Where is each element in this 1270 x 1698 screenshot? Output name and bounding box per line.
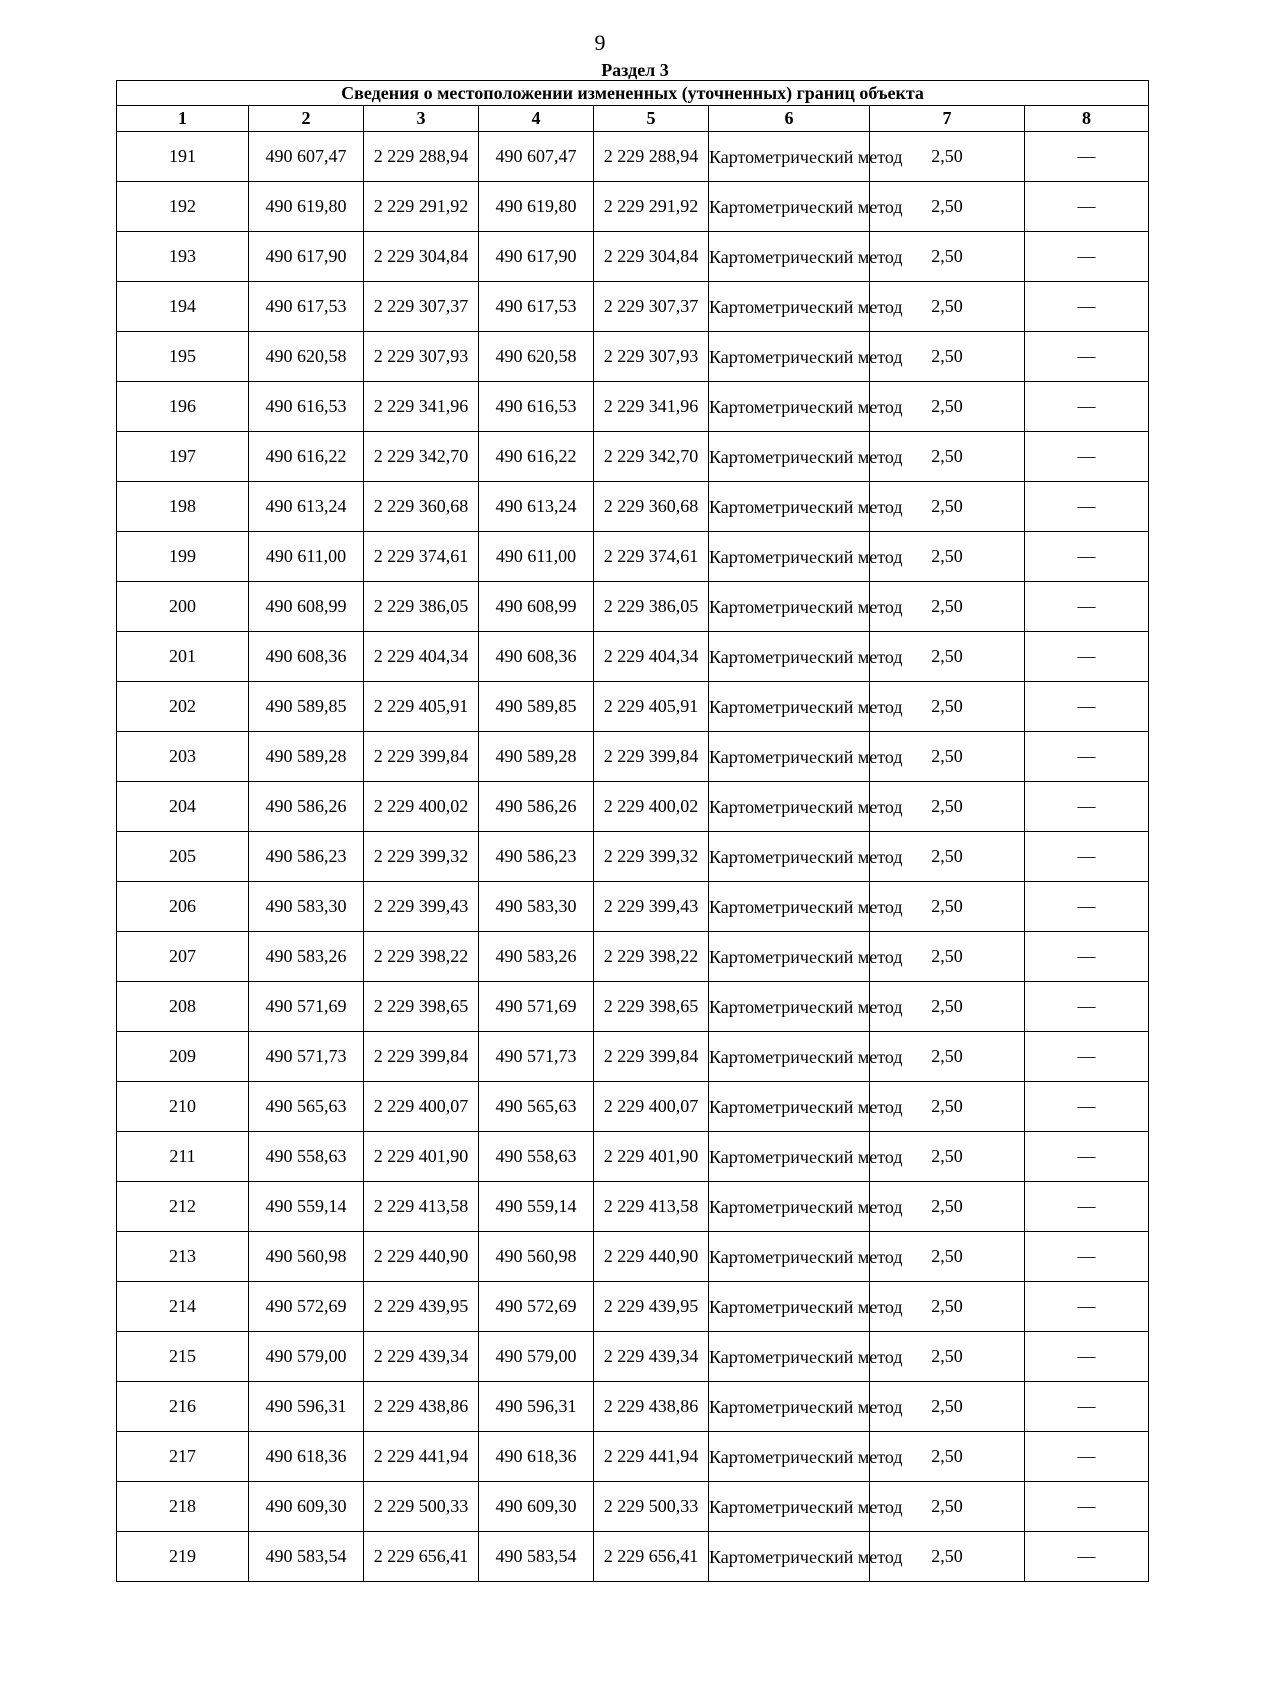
accuracy-cell: 2,50 xyxy=(870,1232,1025,1282)
new-x-cell: 490 586,23 xyxy=(479,832,594,882)
existing-x-cell: 490 579,00 xyxy=(249,1332,364,1382)
note-cell: — xyxy=(1025,932,1149,982)
section-title: Раздел 3 xyxy=(601,60,669,80)
existing-y-cell: 2 229 404,34 xyxy=(364,632,479,682)
table-row xyxy=(117,482,1149,532)
existing-y-cell: 2 229 441,94 xyxy=(364,1432,479,1482)
method-cell: Картометрический метод xyxy=(709,532,870,582)
method-cell: Картометрический метод xyxy=(709,682,870,732)
new-x-cell: 490 616,53 xyxy=(479,382,594,432)
accuracy-cell: 2,50 xyxy=(870,532,1025,582)
new-x-cell: 490 611,00 xyxy=(479,532,594,582)
method-cell: Картометрический метод xyxy=(709,732,870,782)
existing-x-cell: 490 607,47 xyxy=(249,132,364,182)
existing-y-cell: 2 229 439,34 xyxy=(364,1332,479,1382)
existing-x-cell: 490 560,98 xyxy=(249,1232,364,1282)
note-cell: — xyxy=(1025,1082,1149,1132)
method-cell: Картометрический метод xyxy=(709,282,870,332)
new-y-cell: 2 229 440,90 xyxy=(594,1232,709,1282)
point-number-cell: 203 xyxy=(117,732,249,782)
method-cell: Картометрический метод xyxy=(709,382,870,432)
column-header: 3 xyxy=(364,106,479,132)
column-header-row xyxy=(117,106,1149,132)
method-cell: Картометрический метод xyxy=(709,1432,870,1482)
method-cell: Картометрический метод xyxy=(709,1382,870,1432)
method-cell: Картометрический метод xyxy=(709,1532,870,1582)
existing-x-cell: 490 608,36 xyxy=(249,632,364,682)
note-cell: — xyxy=(1025,1432,1149,1482)
existing-x-cell: 490 617,53 xyxy=(249,282,364,332)
accuracy-cell: 2,50 xyxy=(870,882,1025,932)
table-body xyxy=(117,132,1149,1582)
existing-y-cell: 2 229 405,91 xyxy=(364,682,479,732)
table-row xyxy=(117,1082,1149,1132)
note-cell: — xyxy=(1025,1232,1149,1282)
method-cell: Картометрический метод xyxy=(709,982,870,1032)
table-row xyxy=(117,1432,1149,1482)
note-cell: — xyxy=(1025,232,1149,282)
note-cell: — xyxy=(1025,682,1149,732)
accuracy-cell: 2,50 xyxy=(870,932,1025,982)
note-cell: — xyxy=(1025,1282,1149,1332)
point-number-cell: 193 xyxy=(117,232,249,282)
new-y-cell: 2 229 399,84 xyxy=(594,1032,709,1082)
new-x-cell: 490 583,54 xyxy=(479,1532,594,1582)
new-x-cell: 490 559,14 xyxy=(479,1182,594,1232)
accuracy-cell: 2,50 xyxy=(870,332,1025,382)
new-x-cell: 490 589,85 xyxy=(479,682,594,732)
new-y-cell: 2 229 438,86 xyxy=(594,1382,709,1432)
existing-x-cell: 490 617,90 xyxy=(249,232,364,282)
existing-y-cell: 2 229 291,92 xyxy=(364,182,479,232)
existing-y-cell: 2 229 400,02 xyxy=(364,782,479,832)
new-y-cell: 2 229 386,05 xyxy=(594,582,709,632)
new-y-cell: 2 229 656,41 xyxy=(594,1532,709,1582)
accuracy-cell: 2,50 xyxy=(870,1282,1025,1332)
column-header: 5 xyxy=(594,106,709,132)
existing-y-cell: 2 229 399,43 xyxy=(364,882,479,932)
table-row xyxy=(117,1332,1149,1382)
table-row xyxy=(117,832,1149,882)
method-cell: Картометрический метод xyxy=(709,1332,870,1382)
existing-x-cell: 490 583,30 xyxy=(249,882,364,932)
new-x-cell: 490 608,36 xyxy=(479,632,594,682)
note-cell: — xyxy=(1025,282,1149,332)
existing-x-cell: 490 583,26 xyxy=(249,932,364,982)
note-cell: — xyxy=(1025,632,1149,682)
existing-y-cell: 2 229 386,05 xyxy=(364,582,479,632)
note-cell: — xyxy=(1025,1182,1149,1232)
table-row xyxy=(117,382,1149,432)
note-cell: — xyxy=(1025,832,1149,882)
table-row xyxy=(117,182,1149,232)
point-number-cell: 217 xyxy=(117,1432,249,1482)
existing-x-cell: 490 596,31 xyxy=(249,1382,364,1432)
method-cell: Картометрический метод xyxy=(709,932,870,982)
existing-x-cell: 490 618,36 xyxy=(249,1432,364,1482)
point-number-cell: 198 xyxy=(117,482,249,532)
note-cell: — xyxy=(1025,332,1149,382)
new-y-cell: 2 229 500,33 xyxy=(594,1482,709,1532)
point-number-cell: 196 xyxy=(117,382,249,432)
accuracy-cell: 2,50 xyxy=(870,1132,1025,1182)
new-y-cell: 2 229 341,96 xyxy=(594,382,709,432)
table-row xyxy=(117,982,1149,1032)
existing-x-cell: 490 559,14 xyxy=(249,1182,364,1232)
existing-x-cell: 490 589,28 xyxy=(249,732,364,782)
method-cell: Картометрический метод xyxy=(709,432,870,482)
table-row xyxy=(117,682,1149,732)
note-cell: — xyxy=(1025,1482,1149,1532)
accuracy-cell: 2,50 xyxy=(870,1332,1025,1382)
existing-y-cell: 2 229 342,70 xyxy=(364,432,479,482)
new-x-cell: 490 572,69 xyxy=(479,1282,594,1332)
existing-x-cell: 490 565,63 xyxy=(249,1082,364,1132)
note-cell: — xyxy=(1025,582,1149,632)
new-y-cell: 2 229 342,70 xyxy=(594,432,709,482)
accuracy-cell: 2,50 xyxy=(870,232,1025,282)
column-header: 2 xyxy=(249,106,364,132)
table-row xyxy=(117,1382,1149,1432)
accuracy-cell: 2,50 xyxy=(870,1382,1025,1432)
table-row xyxy=(117,932,1149,982)
new-x-cell: 490 616,22 xyxy=(479,432,594,482)
method-cell: Картометрический метод xyxy=(709,332,870,382)
new-x-cell: 490 617,90 xyxy=(479,232,594,282)
new-x-cell: 490 613,24 xyxy=(479,482,594,532)
method-cell: Картометрический метод xyxy=(709,1182,870,1232)
accuracy-cell: 2,50 xyxy=(870,432,1025,482)
existing-x-cell: 490 620,58 xyxy=(249,332,364,382)
existing-y-cell: 2 229 440,90 xyxy=(364,1232,479,1282)
existing-x-cell: 490 571,73 xyxy=(249,1032,364,1082)
table-row xyxy=(117,782,1149,832)
point-number-cell: 192 xyxy=(117,182,249,232)
new-x-cell: 490 571,69 xyxy=(479,982,594,1032)
existing-x-cell: 490 619,80 xyxy=(249,182,364,232)
new-x-cell: 490 596,31 xyxy=(479,1382,594,1432)
point-number-cell: 195 xyxy=(117,332,249,382)
existing-x-cell: 490 616,22 xyxy=(249,432,364,482)
point-number-cell: 201 xyxy=(117,632,249,682)
column-header: 8 xyxy=(1025,106,1149,132)
method-cell: Картометрический метод xyxy=(709,182,870,232)
accuracy-cell: 2,50 xyxy=(870,382,1025,432)
existing-x-cell: 490 572,69 xyxy=(249,1282,364,1332)
new-x-cell: 490 620,58 xyxy=(479,332,594,382)
point-number-cell: 216 xyxy=(117,1382,249,1432)
new-y-cell: 2 229 374,61 xyxy=(594,532,709,582)
existing-y-cell: 2 229 439,95 xyxy=(364,1282,479,1332)
new-x-cell: 490 617,53 xyxy=(479,282,594,332)
note-cell: — xyxy=(1025,482,1149,532)
point-number-cell: 218 xyxy=(117,1482,249,1532)
method-cell: Картометрический метод xyxy=(709,632,870,682)
method-cell: Картометрический метод xyxy=(709,1482,870,1532)
existing-x-cell: 490 613,24 xyxy=(249,482,364,532)
existing-x-cell: 490 611,00 xyxy=(249,532,364,582)
existing-y-cell: 2 229 400,07 xyxy=(364,1082,479,1132)
method-cell: Картометрический метод xyxy=(709,132,870,182)
new-y-cell: 2 229 400,07 xyxy=(594,1082,709,1132)
new-y-cell: 2 229 398,65 xyxy=(594,982,709,1032)
method-cell: Картометрический метод xyxy=(709,1132,870,1182)
method-cell: Картометрический метод xyxy=(709,832,870,882)
point-number-cell: 206 xyxy=(117,882,249,932)
existing-y-cell: 2 229 307,93 xyxy=(364,332,479,382)
method-cell: Картометрический метод xyxy=(709,1032,870,1082)
table-row xyxy=(117,1032,1149,1082)
accuracy-cell: 2,50 xyxy=(870,1482,1025,1532)
point-number-cell: 211 xyxy=(117,1132,249,1182)
table-row xyxy=(117,732,1149,782)
table-row xyxy=(117,1282,1149,1332)
existing-x-cell: 490 609,30 xyxy=(249,1482,364,1532)
point-number-cell: 208 xyxy=(117,982,249,1032)
point-number-cell: 191 xyxy=(117,132,249,182)
new-y-cell: 2 229 413,58 xyxy=(594,1182,709,1232)
existing-x-cell: 490 616,53 xyxy=(249,382,364,432)
new-y-cell: 2 229 400,02 xyxy=(594,782,709,832)
new-x-cell: 490 558,63 xyxy=(479,1132,594,1182)
accuracy-cell: 2,50 xyxy=(870,832,1025,882)
accuracy-cell: 2,50 xyxy=(870,282,1025,332)
new-x-cell: 490 607,47 xyxy=(479,132,594,182)
existing-x-cell: 490 571,69 xyxy=(249,982,364,1032)
new-y-cell: 2 229 441,94 xyxy=(594,1432,709,1482)
existing-y-cell: 2 229 304,84 xyxy=(364,232,479,282)
accuracy-cell: 2,50 xyxy=(870,1432,1025,1482)
method-cell: Картометрический метод xyxy=(709,1282,870,1332)
existing-y-cell: 2 229 288,94 xyxy=(364,132,479,182)
note-cell: — xyxy=(1025,1032,1149,1082)
new-y-cell: 2 229 399,43 xyxy=(594,882,709,932)
table-row xyxy=(117,532,1149,582)
new-y-cell: 2 229 291,92 xyxy=(594,182,709,232)
table-caption: Сведения о местоположении измененных (уточненных) границ объекта xyxy=(117,81,1149,106)
table-row xyxy=(117,1132,1149,1182)
existing-y-cell: 2 229 398,22 xyxy=(364,932,479,982)
new-y-cell: 2 229 304,84 xyxy=(594,232,709,282)
note-cell: — xyxy=(1025,432,1149,482)
existing-y-cell: 2 229 398,65 xyxy=(364,982,479,1032)
table-row xyxy=(117,1232,1149,1282)
existing-x-cell: 490 586,26 xyxy=(249,782,364,832)
method-cell: Картометрический метод xyxy=(709,882,870,932)
method-cell: Картометрический метод xyxy=(709,1232,870,1282)
existing-y-cell: 2 229 341,96 xyxy=(364,382,479,432)
method-cell: Картометрический метод xyxy=(709,232,870,282)
new-y-cell: 2 229 399,84 xyxy=(594,732,709,782)
note-cell: — xyxy=(1025,1532,1149,1582)
accuracy-cell: 2,50 xyxy=(870,1032,1025,1082)
existing-y-cell: 2 229 374,61 xyxy=(364,532,479,582)
existing-y-cell: 2 229 360,68 xyxy=(364,482,479,532)
note-cell: — xyxy=(1025,132,1149,182)
point-number-cell: 210 xyxy=(117,1082,249,1132)
new-x-cell: 490 608,99 xyxy=(479,582,594,632)
accuracy-cell: 2,50 xyxy=(870,982,1025,1032)
note-cell: — xyxy=(1025,732,1149,782)
existing-y-cell: 2 229 656,41 xyxy=(364,1532,479,1582)
new-x-cell: 490 618,36 xyxy=(479,1432,594,1482)
point-number-cell: 202 xyxy=(117,682,249,732)
accuracy-cell: 2,50 xyxy=(870,1182,1025,1232)
new-y-cell: 2 229 439,95 xyxy=(594,1282,709,1332)
new-x-cell: 490 583,26 xyxy=(479,932,594,982)
accuracy-cell: 2,50 xyxy=(870,182,1025,232)
table-row xyxy=(117,632,1149,682)
new-x-cell: 490 583,30 xyxy=(479,882,594,932)
new-x-cell: 490 589,28 xyxy=(479,732,594,782)
new-x-cell: 490 571,73 xyxy=(479,1032,594,1082)
new-y-cell: 2 229 401,90 xyxy=(594,1132,709,1182)
point-number-cell: 205 xyxy=(117,832,249,882)
accuracy-cell: 2,50 xyxy=(870,1082,1025,1132)
point-number-cell: 219 xyxy=(117,1532,249,1582)
existing-y-cell: 2 229 399,84 xyxy=(364,1032,479,1082)
point-number-cell: 204 xyxy=(117,782,249,832)
table-row xyxy=(117,1482,1149,1532)
table-row xyxy=(117,582,1149,632)
new-y-cell: 2 229 405,91 xyxy=(594,682,709,732)
existing-x-cell: 490 558,63 xyxy=(249,1132,364,1182)
new-x-cell: 490 565,63 xyxy=(479,1082,594,1132)
accuracy-cell: 2,50 xyxy=(870,132,1025,182)
note-cell: — xyxy=(1025,1132,1149,1182)
new-y-cell: 2 229 398,22 xyxy=(594,932,709,982)
point-number-cell: 194 xyxy=(117,282,249,332)
accuracy-cell: 2,50 xyxy=(870,482,1025,532)
point-number-cell: 207 xyxy=(117,932,249,982)
table-row xyxy=(117,1532,1149,1582)
table-row xyxy=(117,332,1149,382)
existing-y-cell: 2 229 401,90 xyxy=(364,1132,479,1182)
point-number-cell: 212 xyxy=(117,1182,249,1232)
boundary-coordinates-table xyxy=(116,80,1149,1582)
table-row xyxy=(117,132,1149,182)
page-number: 9 xyxy=(594,30,606,55)
existing-x-cell: 490 586,23 xyxy=(249,832,364,882)
note-cell: — xyxy=(1025,382,1149,432)
new-y-cell: 2 229 404,34 xyxy=(594,632,709,682)
table-row xyxy=(117,1182,1149,1232)
accuracy-cell: 2,50 xyxy=(870,682,1025,732)
new-y-cell: 2 229 307,37 xyxy=(594,282,709,332)
existing-x-cell: 490 608,99 xyxy=(249,582,364,632)
accuracy-cell: 2,50 xyxy=(870,782,1025,832)
existing-y-cell: 2 229 500,33 xyxy=(364,1482,479,1532)
method-cell: Картометрический метод xyxy=(709,582,870,632)
column-header: 4 xyxy=(479,106,594,132)
new-y-cell: 2 229 360,68 xyxy=(594,482,709,532)
existing-x-cell: 490 589,85 xyxy=(249,682,364,732)
table-row xyxy=(117,232,1149,282)
point-number-cell: 197 xyxy=(117,432,249,482)
existing-x-cell: 490 583,54 xyxy=(249,1532,364,1582)
new-y-cell: 2 229 439,34 xyxy=(594,1332,709,1382)
existing-y-cell: 2 229 399,32 xyxy=(364,832,479,882)
accuracy-cell: 2,50 xyxy=(870,1532,1025,1582)
new-x-cell: 490 619,80 xyxy=(479,182,594,232)
accuracy-cell: 2,50 xyxy=(870,632,1025,682)
accuracy-cell: 2,50 xyxy=(870,732,1025,782)
note-cell: — xyxy=(1025,782,1149,832)
point-number-cell: 214 xyxy=(117,1282,249,1332)
column-header: 1 xyxy=(117,106,249,132)
existing-y-cell: 2 229 307,37 xyxy=(364,282,479,332)
table-row xyxy=(117,282,1149,332)
note-cell: — xyxy=(1025,182,1149,232)
method-cell: Картометрический метод xyxy=(709,782,870,832)
existing-y-cell: 2 229 399,84 xyxy=(364,732,479,782)
note-cell: — xyxy=(1025,1332,1149,1382)
accuracy-cell: 2,50 xyxy=(870,582,1025,632)
table-row xyxy=(117,882,1149,932)
new-y-cell: 2 229 288,94 xyxy=(594,132,709,182)
new-x-cell: 490 586,26 xyxy=(479,782,594,832)
new-x-cell: 490 560,98 xyxy=(479,1232,594,1282)
note-cell: — xyxy=(1025,532,1149,582)
point-number-cell: 213 xyxy=(117,1232,249,1282)
method-cell: Картометрический метод xyxy=(709,482,870,532)
column-header: 6 xyxy=(709,106,870,132)
note-cell: — xyxy=(1025,1382,1149,1432)
table-row xyxy=(117,432,1149,482)
point-number-cell: 215 xyxy=(117,1332,249,1382)
method-cell: Картометрический метод xyxy=(709,1082,870,1132)
new-y-cell: 2 229 399,32 xyxy=(594,832,709,882)
point-number-cell: 200 xyxy=(117,582,249,632)
column-header: 7 xyxy=(870,106,1025,132)
point-number-cell: 199 xyxy=(117,532,249,582)
new-x-cell: 490 609,30 xyxy=(479,1482,594,1532)
existing-y-cell: 2 229 438,86 xyxy=(364,1382,479,1432)
new-x-cell: 490 579,00 xyxy=(479,1332,594,1382)
point-number-cell: 209 xyxy=(117,1032,249,1082)
existing-y-cell: 2 229 413,58 xyxy=(364,1182,479,1232)
note-cell: — xyxy=(1025,882,1149,932)
note-cell: — xyxy=(1025,982,1149,1032)
new-y-cell: 2 229 307,93 xyxy=(594,332,709,382)
